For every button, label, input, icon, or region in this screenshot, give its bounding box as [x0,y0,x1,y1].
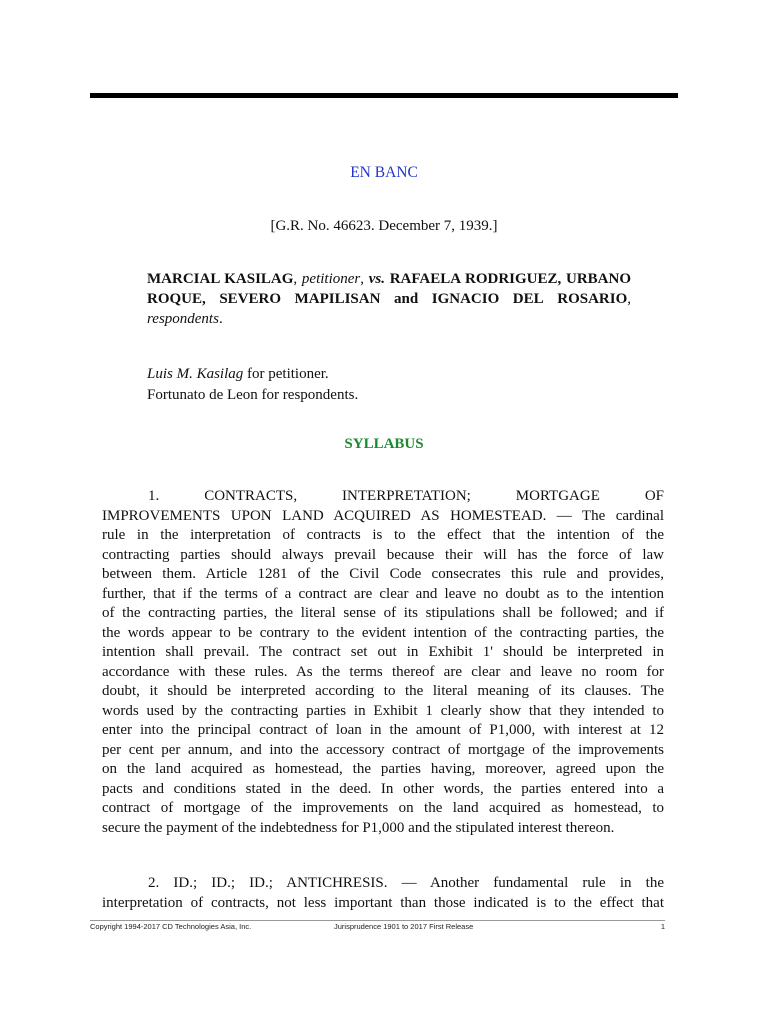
header-rule [90,93,678,98]
petitioner-role: petitioner [301,271,361,287]
respondents-line-3: ROSARIO [557,291,628,307]
text-line: contracting parties should always prevail because their will has the force of law [102,546,664,563]
text-line: on the land acquired as homestead, the parties having, moreover, agreed upon the [102,761,664,777]
respondents-line-2: URBANO ROQUE, SEVERO MAPILISAN and IGNACIO DEL [147,271,632,307]
text-line: IMPROVEMENTS UPON LAND ACQUIRED AS HOMESTEAD. — The cardinal [102,507,664,524]
syllabus-paragraph-2 [102,874,664,913]
text-line: of the contracting parties, the literal sense of its stipulations shall be followed; and if [102,605,664,621]
text-line: intention shall prevail. The contract set out in Exhibit 1' should be interpreted in [102,644,664,660]
syllabus-heading: SYLLABUS [344,436,424,452]
text-line: words used by the contracting parties in Exhibit 1 clearly show that they intended to [102,702,664,719]
petitioner-name: MARCIAL KASILAG [147,271,294,287]
case-number: [G.R. No. 46623. December 7, 1939.] [270,218,498,234]
text-line: secure the payment of the indebtedness for P1,000 and the stipulated interest thereon. [102,819,615,836]
text-line: 2. ID.; ID.; ID.; ANTICHRESIS. — Another fundamental rule in the [148,875,664,891]
text-line: enter into the principal contract of loan in the amount of P1,000, with interest at 12 [102,722,664,738]
text-line: doubt, it should be interpreted according to the literal meaning of its clauses. The [102,683,664,699]
case-parties: MARCIAL KASILAG, petitioner, vs. RAFAELA RODRIGUEZ, URBANO ROQUE, SEVERO MAPILISAN and IGNACIO DEL ROSARIO, respondents. [147,271,632,327]
page-footer [90,920,665,932]
footer-page-number: 1 [660,922,665,931]
text-line: the words appear to be contrary to the evident intention of the contracting parties, the [102,624,664,641]
text-line: 1. CONTRACTS, INTERPRETATION; MORTGAGE OF [148,488,664,504]
text-line: per cent per annum, and into the accessory contract of mortgage of the improvements [102,741,664,758]
respondents-role: respondents [147,311,219,327]
respondents-counsel: Fortunato de Leon for respondents. [147,387,359,403]
text-line: accordance with these rules. As the terms thereof are clear and leave no room for [102,663,664,680]
petitioner-counsel-name: Luis M. Kasilag [147,366,244,382]
division-heading: EN BANC [350,164,418,181]
text-line: rule in the interpretation of contracts is to the effect that the intention of the [102,527,664,543]
counsel-block [147,364,631,406]
respondents-line-1: RAFAELA RODRIGUEZ, [389,271,562,287]
text-line: between them. Article 1281 of the Civil Code consecrates this rule and provides, [102,566,664,582]
text-line: contract of mortgage of the improvements on the land acquired as homestead, to [102,800,664,816]
syllabus-paragraph-1 [102,487,664,838]
versus-label: vs. [368,271,385,287]
footer-release: Jurisprudence 1901 to 2017 First Release [334,922,474,931]
text-line: further, that if the terms of a contract are clear and leave no doubt as to the intention [102,585,664,602]
petitioner-counsel [147,364,631,385]
text-line: interpretation of contracts, not less important than those indicated is to the effect that [102,894,664,911]
footer-copyright: Copyright 1994-2017 CD Technologies Asia, Inc. [90,922,252,931]
petitioner-counsel-suffix: for petitioner. [243,366,329,382]
text-line: pacts and conditions stated in the deed. In other words, the parties entered into a [102,780,664,797]
